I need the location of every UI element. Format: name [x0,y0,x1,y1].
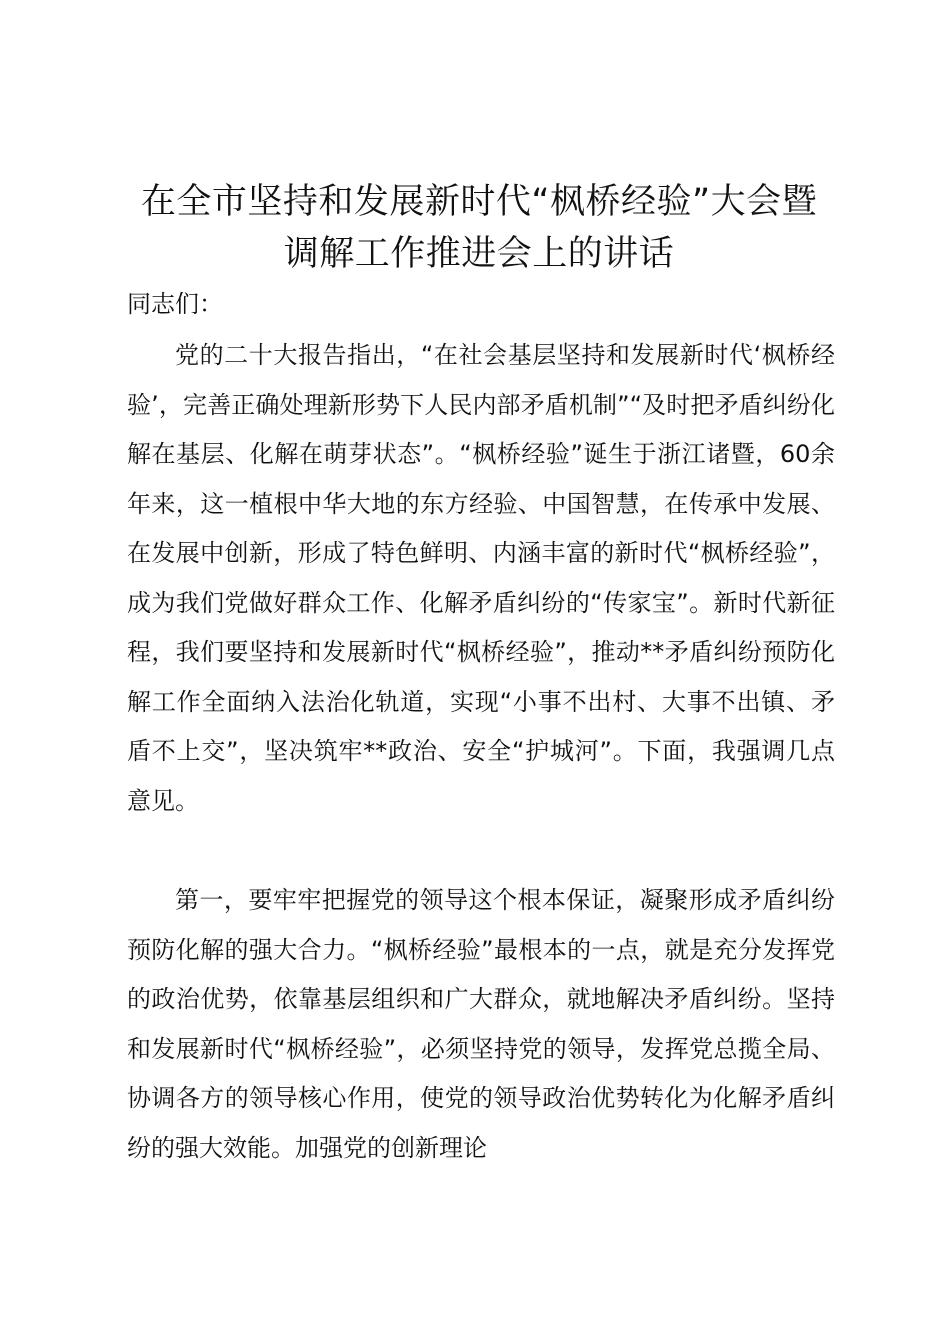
document-title [110,176,848,280]
title-line-2: 调解工作推进会上的讲话 [283,234,675,274]
title-line-1: 在全市坚持和发展新时代“枫桥经验”大会暨 [140,182,818,222]
salutation: 同志们： [127,290,223,318]
body-paragraph-1: 党的二十大报告指出，“在社会基层坚持和发展新时代‘枫桥经验’，完善正确处理新形势下人民内部矛盾机制”“及时把矛盾纠纷化解在基层、化解在萌芽状态”。“枫桥经验”诞生于浙江诸暨，60余年来，这一植根中华大地的东方经验、中国智慧，在传承中发展、在发展中创新，形成了特色鲜明、内涵丰富的新时代“枫桥经验”，成为我们党做好群众工作、化解矛盾纠纷的“传家宝”。新时代新征程，我们要坚持和发展新时代“枫桥经验”，推动**矛盾纠纷预防化解工作全面纳入法治化轨道，实现“小事不出村、大事不出镇、矛盾不上交”，坚决筑牢**政治、安全“护城河”。下面，我强调几点意见。 [127,341,835,815]
body-paragraph-2: 第一，要牢牢把握党的领导这个根本保证，凝聚形成矛盾纠纷预防化解的强大合力。“枫桥经验”最根本的一点，就是充分发挥党的政治优势，依靠基层组织和广大群众，就地解决矛盾纠纷。坚持和发展新时代“枫桥经验”，必须坚持党的领导，发挥党总揽全局、协调各方的领导核心作用，使党的领导政治优势转化为化解矛盾纠纷的强大效能。加强党的创新理论 [127,886,835,1162]
